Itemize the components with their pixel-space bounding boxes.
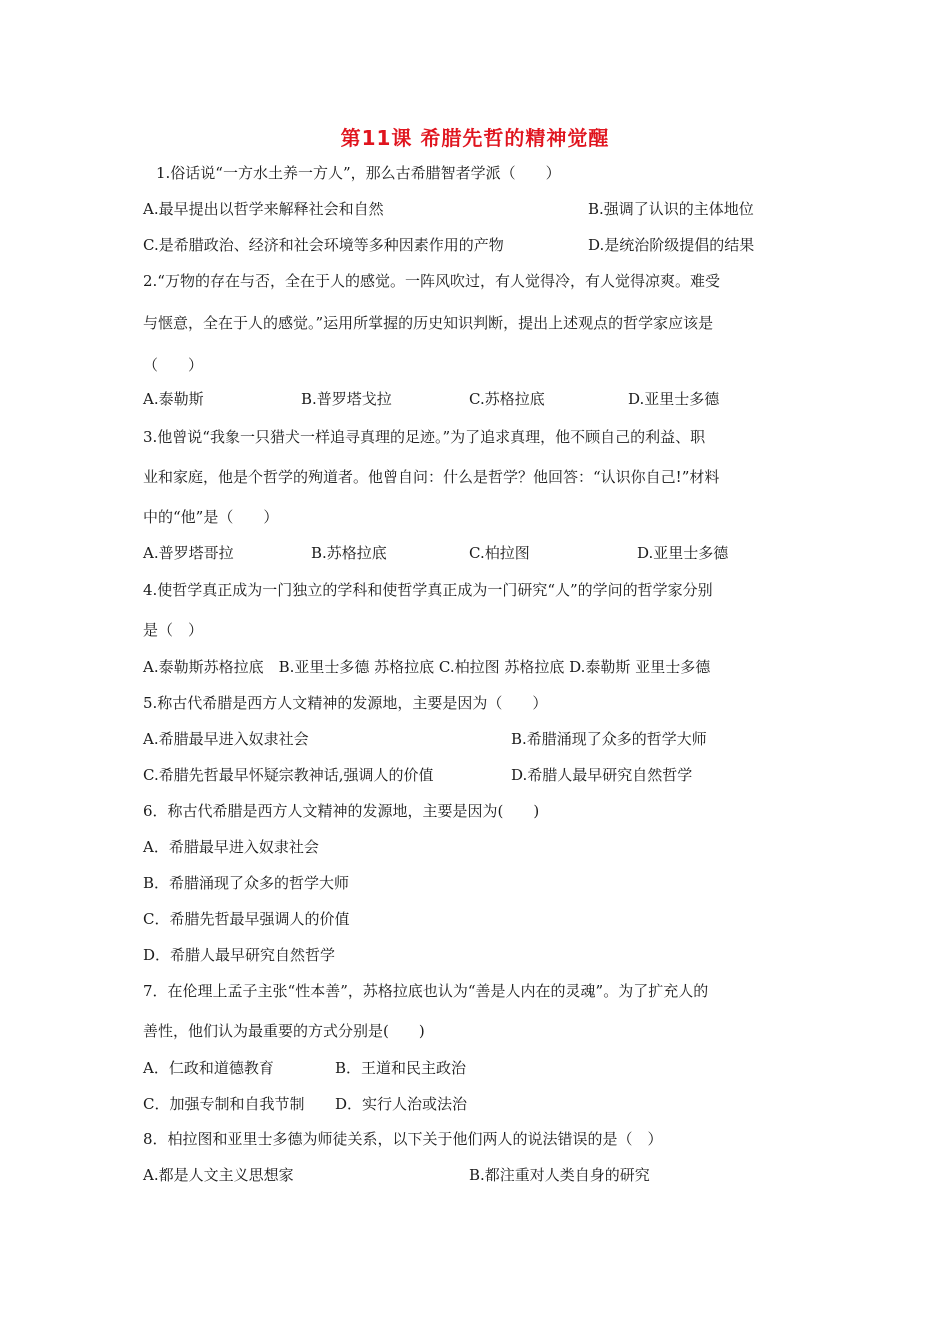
- question-2-stem-line-2: 与惬意，全在于人的感觉。”运用所掌握的历史知识判断，提出上述观点的哲学家应该是: [143, 314, 714, 332]
- question-3-option-d: D.亚里士多德: [637, 544, 729, 562]
- question-1-option-c: C.是希腊政治、经济和社会环境等多种因素作用的产物: [143, 236, 504, 254]
- question-2-option-c: C.苏格拉底: [469, 390, 545, 408]
- question-8-option-a: A.都是人文主义思想家: [143, 1166, 294, 1184]
- question-6-option-a: A．希腊最早进入奴隶社会: [143, 838, 319, 856]
- question-2-stem-line-3: （ ）: [143, 356, 204, 374]
- question-6-option-c: C．希腊先哲最早强调人的价值: [143, 910, 350, 928]
- question-6-option-d: D．希腊人最早研究自然哲学: [143, 946, 336, 964]
- question-6-stem: 6．称古代希腊是西方人文精神的发源地，主要是因为( ): [143, 802, 540, 820]
- question-7-stem-line-2: 善性，他们认为最重要的方式分别是( ): [143, 1022, 425, 1040]
- question-1-option-d: D.是统治阶级提倡的结果: [588, 236, 755, 254]
- question-3-option-c: C.柏拉图: [469, 544, 530, 562]
- question-4-stem-line-2: 是（ ）: [143, 621, 204, 639]
- page-title: 第11课 希腊先哲的精神觉醒: [340, 126, 610, 150]
- question-2-stem-line-1: 2.“万物的存在与否，全在于人的感觉。一阵风吹过，有人觉得冷，有人觉得凉爽。难受: [143, 272, 720, 290]
- question-7-option-b: B．王道和民主政治: [335, 1059, 467, 1077]
- question-2-option-d: D.亚里士多德: [628, 390, 720, 408]
- question-3-option-a: A.普罗塔哥拉: [143, 544, 234, 562]
- question-1-stem: 1.俗话说“一方水土养一方人”，那么古希腊智者学派（ ）: [156, 164, 561, 182]
- question-1-option-a: A.最早提出以哲学来解释社会和自然: [143, 200, 384, 218]
- question-5-stem: 5.称古代希腊是西方人文精神的发源地，主要是因为（ ）: [143, 694, 548, 712]
- question-4-options: A.泰勒斯苏格拉底 B.亚里士多德 苏格拉底 C.柏拉图 苏格拉底 D.泰勒斯 亚里士多德: [143, 658, 711, 676]
- question-3-stem-line-3: 中的“他”是（ ）: [143, 508, 279, 526]
- question-5-option-c: C.希腊先哲最早怀疑宗教神话,强调人的价值: [143, 766, 434, 784]
- question-8-option-b: B.都注重对人类自身的研究: [469, 1166, 650, 1184]
- question-2-option-b: B.普罗塔戈拉: [301, 390, 392, 408]
- question-3-stem-line-1: 3.他曾说“我象一只猎犬一样追寻真理的足迹。”为了追求真理，他不顾自己的利益、职: [143, 428, 706, 446]
- question-4-stem-line-1: 4.使哲学真正成为一门独立的学科和使哲学真正成为一门研究“人”的学问的哲学家分别: [143, 581, 713, 599]
- question-5-option-a: A.希腊最早进入奴隶社会: [143, 730, 309, 748]
- question-2-option-a: A.泰勒斯: [143, 390, 204, 408]
- question-6-option-b: B．希腊涌现了众多的哲学大师: [143, 874, 350, 892]
- question-3-option-b: B.苏格拉底: [311, 544, 387, 562]
- question-7-option-a: A．仁政和道德教育: [143, 1059, 274, 1077]
- question-7-option-c: C．加强专制和自我节制: [143, 1095, 305, 1113]
- question-5-option-b: B.希腊涌现了众多的哲学大师: [511, 730, 707, 748]
- question-1-option-b: B.强调了认识的主体地位: [588, 200, 754, 218]
- question-7-stem-line-1: 7．在伦理上孟子主张“性本善”，苏格拉底也认为“善是人内在的灵魂”。为了扩充人的: [143, 982, 709, 1000]
- question-7-option-d: D．实行人治或法治: [335, 1095, 468, 1113]
- question-5-option-d: D.希腊人最早研究自然哲学: [511, 766, 693, 784]
- question-8-stem: 8．柏拉图和亚里士多德为师徒关系，以下关于他们两人的说法错误的是（ ）: [143, 1130, 663, 1148]
- question-3-stem-line-2: 业和家庭，他是个哲学的殉道者。他曾自问：什么是哲学？他回答：“认识你自己!”材料: [143, 468, 720, 486]
